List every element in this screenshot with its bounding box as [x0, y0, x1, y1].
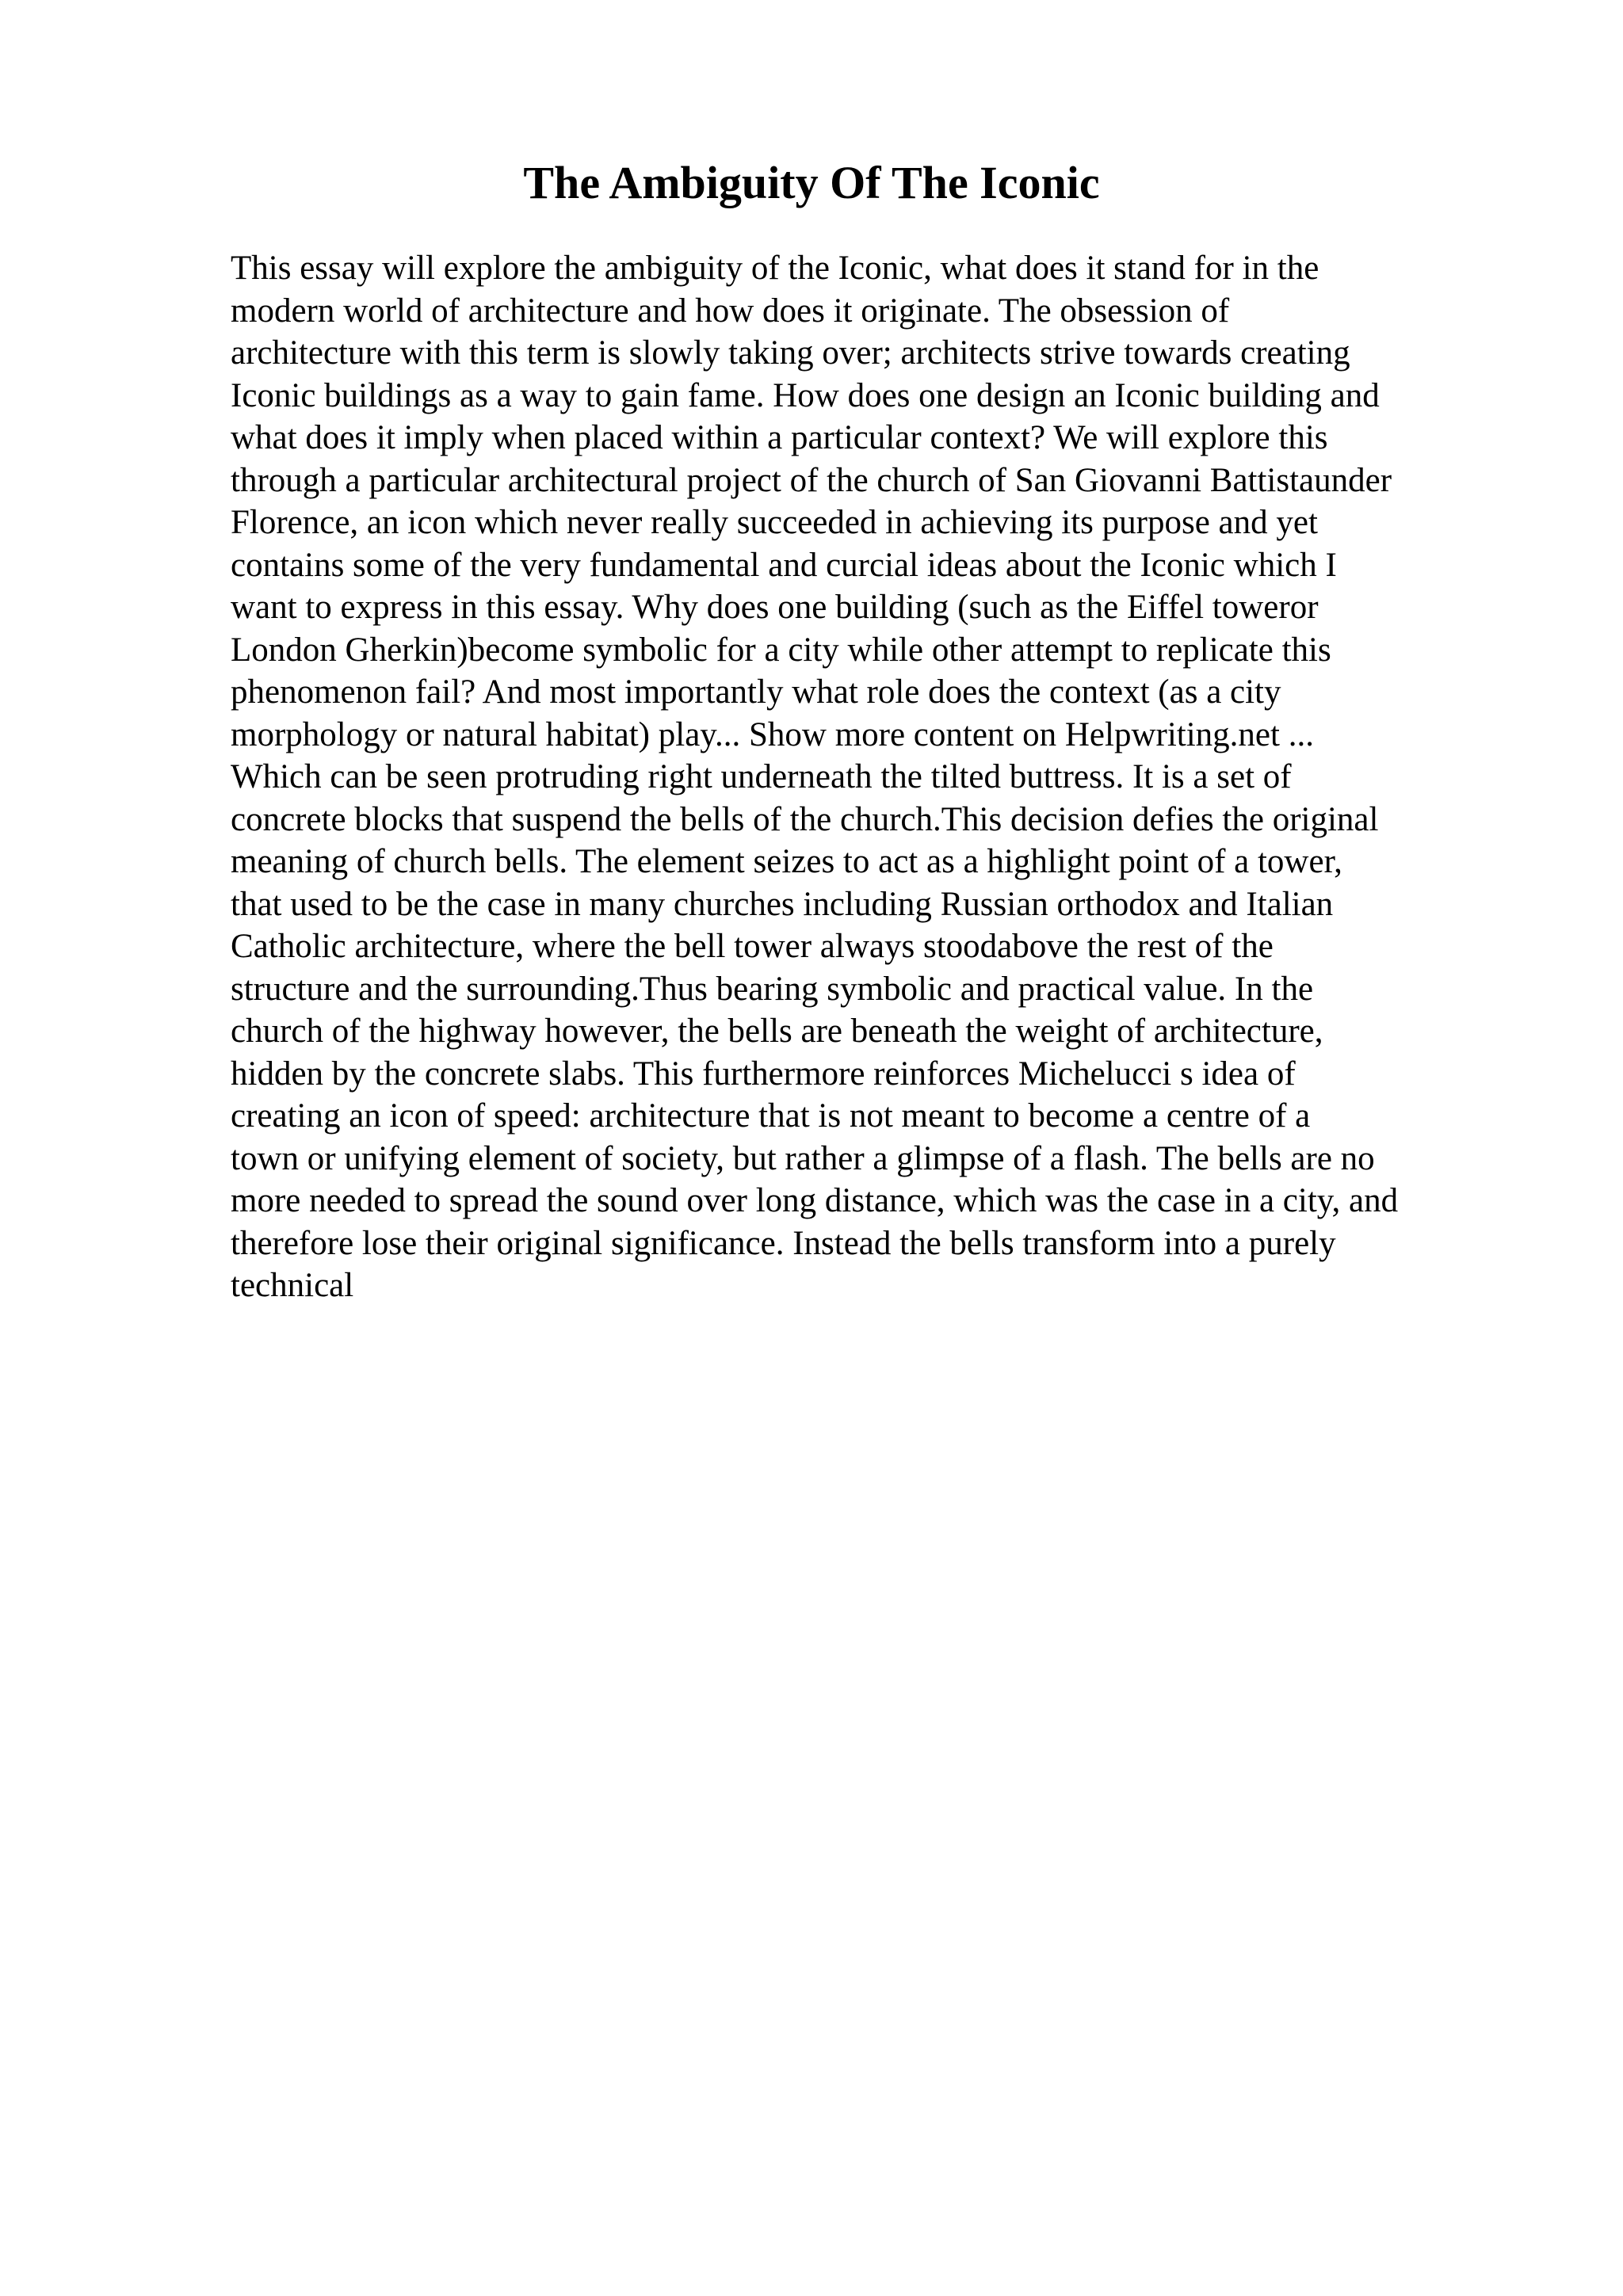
essay-line: morphology or natural habitat) play... Show more content on Helpwriting.net ...: [231, 715, 1314, 753]
essay-line: phenomenon fail? And most importantly what role does the context (as a city: [231, 673, 1281, 711]
essay-line: what does it imply when placed within a particular context? We will explore this: [231, 419, 1328, 456]
essay-line: structure and the surrounding.Thus bearing symbolic and practical value. In the: [231, 970, 1314, 1008]
essay-line: that used to be the case in many churches including Russian orthodox and Italian: [231, 885, 1334, 923]
essay-line: church of the highway however, the bells are beneath the weight of architecture,: [231, 1013, 1323, 1050]
essay-line: therefore lose their original significance. Instead the bells transform into a purely: [231, 1224, 1336, 1262]
essay-line: creating an icon of speed: architecture that is not meant to become a centre of a: [231, 1097, 1311, 1135]
essay-line: town or unifying element of society, but rather a glimpse of a flash. The bells are no: [231, 1139, 1375, 1177]
essay-line: concrete blocks that suspend the bells of the church.This decision defies the original: [231, 800, 1379, 838]
essay-line: modern world of architecture and how does it originate. The obsession of: [231, 292, 1230, 330]
essay-line: architecture with this term is slowly taking over; architects strive towards creating: [231, 334, 1350, 372]
essay-line: London Gherkin)become symbolic for a city while other attempt to replicate this: [231, 631, 1331, 669]
essay-line: This essay will explore the ambiguity of the Iconic, what does it stand for in the: [231, 250, 1319, 287]
essay-body: [231, 247, 1530, 1307]
essay-line: through a particular architectural project of the church of San Giovanni Battistaunder: [231, 461, 1392, 499]
essay-line: Catholic architecture, where the bell tower always stoodabove the rest of the: [231, 928, 1274, 965]
document-title: The Ambiguity Of The Iconic: [523, 157, 1100, 208]
essay-line: want to express in this essay. Why does one building (such as the Eiffel toweror: [231, 589, 1319, 626]
essay-line: Which can be seen protruding right underneath the tilted buttress. It is a set of: [231, 758, 1292, 795]
essay-line: more needed to spread the sound over long distance, which was the case in a city, and: [231, 1182, 1399, 1219]
essay-line: contains some of the very fundamental and curcial ideas about the Iconic which I: [231, 546, 1337, 584]
essay-line: Iconic buildings as a way to gain fame. How does one design an Iconic building and: [231, 376, 1380, 414]
essay-line: hidden by the concrete slabs. This furthermore reinforces Michelucci s idea of: [231, 1055, 1296, 1093]
essay-line: Florence, an icon which never really succeeded in achieving its purpose and yet: [231, 504, 1318, 541]
essay-line: meaning of church bells. The element seizes to act as a highlight point of a tower,: [231, 843, 1342, 880]
essay-line: technical: [231, 1267, 354, 1304]
